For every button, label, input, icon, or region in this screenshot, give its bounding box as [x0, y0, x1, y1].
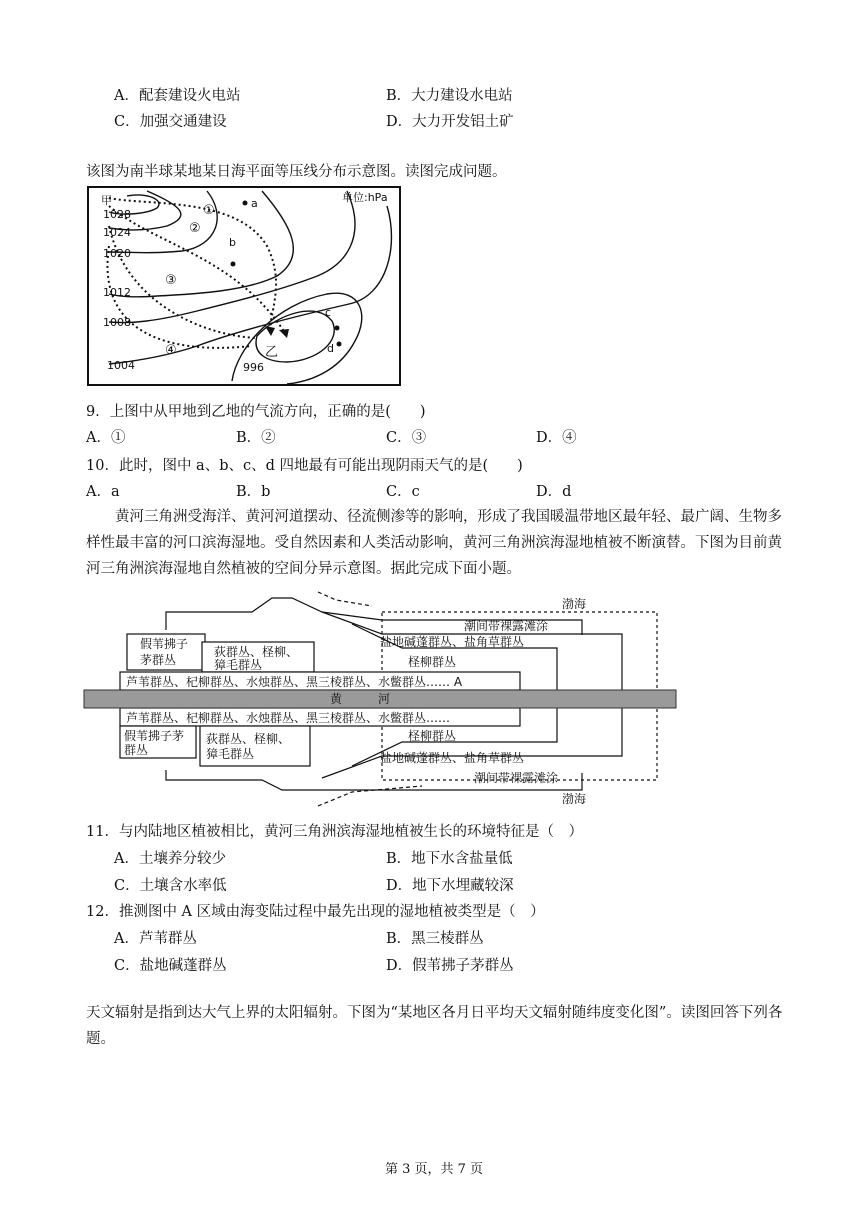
route-2: ② [189, 221, 201, 236]
tidal-flat-top: 潮间带裸露滩涂 [464, 619, 549, 633]
q11-option-b: B．地下水含盐量低 [386, 851, 513, 867]
question-10: 10．此时，图中 a、b、c、d 四地最有可能出现阴雨天气的是( ) [86, 458, 523, 474]
sea-label-bottom: 渤海 [562, 792, 587, 806]
q11-option-c: C．土壤含水率低 [114, 878, 227, 894]
route-3: ③ [165, 273, 177, 288]
reed-zone-bottom: 芦苇群丛、杞柳群丛、水烛群丛、黑三棱群丛、水鳖群丛…… [126, 711, 451, 725]
point-b: b [229, 236, 236, 249]
question-11: 11．与内陆地区植被相比，黄河三角洲滨海湿地植被生长的环境特征是（ ） [86, 824, 583, 840]
q9-option-c: C．③ [386, 430, 427, 446]
yellow-river-label: 黄 河 [330, 692, 391, 706]
question-12: 12．推测图中 A 区域由海变陆过程中最先出现的湿地植被类型是（ ） [86, 904, 545, 920]
imperata-top-line1: 假苇拂子 [140, 637, 189, 651]
point-d: d [327, 342, 334, 355]
reed-zone-top: 芦苇群丛、杞柳群丛、水烛群丛、黑三棱群丛、水鳖群丛…… A [126, 675, 463, 689]
passage-yellow-river-delta: 黄河三角洲受海洋、黄河河道摆动、径流侧渗等的影响，形成了我国暖温带地区最年轻、最广阔、生物多样性最丰富的河口滨海湿地。受自然因素和人类活动影响，黄河三角洲滨海湿地植被不断演替。下图为目前黄河三角洲滨海湿地自然植被的空间分异示意图。据此完成下面小题。 [86, 509, 782, 577]
imperata-top-line2: 茅群丛 [140, 653, 177, 667]
option-c: C．加强交通建设 [114, 114, 227, 130]
isobar-1028: 1028 [103, 208, 131, 221]
intro-radiation-figure: 天文辐射是指到达大气上界的太阳辐射。下图为“某地区各月日平均天文辐射随纬度变化图”。读图回答下列各题。 [86, 1005, 783, 1047]
triarrhena-bottom-line1: 荻群丛、柽柳、 [206, 732, 291, 746]
sea-label-top: 渤海 [562, 597, 587, 611]
isobar-1024: 1024 [103, 226, 131, 239]
isobar-996: 996 [243, 361, 264, 374]
question-9: 9．上图中从甲地到乙地的气流方向，正确的是( ) [86, 404, 426, 420]
q12-option-d: D．假苇拂子茅群丛 [386, 958, 514, 974]
isobar-map [87, 186, 401, 386]
q10-option-a: A．a [86, 484, 120, 500]
q10-option-d: D．d [536, 484, 572, 500]
q10-option-b: B．b [236, 484, 271, 500]
q12-option-a: A．芦苇群丛 [114, 931, 197, 947]
q9-option-d: D．④ [536, 430, 577, 446]
q12-option-b: B．黑三棱群丛 [386, 931, 484, 947]
q9-option-b: B．② [236, 430, 276, 446]
isobar-1008: 1008 [103, 316, 131, 329]
tamarisk-zone-top: 柽柳群丛 [408, 655, 457, 669]
intro-pressure-figure: 该图为南半球某地某日海平面等压线分布示意图。读图完成问题。 [86, 164, 507, 180]
page-footer: 第 3 页，共 7 页 [384, 1162, 484, 1177]
place-yi: 乙 [265, 345, 279, 360]
imperata-bottom-line1: 假苇拂子茅 [124, 729, 185, 743]
q9-option-a: A．① [86, 430, 126, 446]
route-4: ④ [165, 343, 177, 358]
suaeda-zone-top: 盐地碱蓬群丛、盐角草群丛 [380, 635, 525, 649]
suaeda-zone-bottom: 盐地碱蓬群丛、盐角草群丛 [380, 751, 525, 765]
q12-option-c: C．盐地碱蓬群丛 [114, 958, 227, 974]
option-d: D．大力开发铝土矿 [386, 114, 514, 130]
isobar-1020: 1020 [103, 247, 131, 260]
imperata-bottom-line2: 群丛 [124, 743, 149, 757]
option-b: B．大力建设水电站 [386, 88, 513, 104]
unit-label: 单位:hPa [342, 191, 388, 204]
point-a: a [251, 197, 258, 210]
triarrhena-top-line2: 獐毛群丛 [214, 658, 263, 672]
tidal-flat-bottom: 潮间带裸露滩涂 [474, 771, 559, 785]
option-a: A．配套建设火电站 [114, 88, 241, 104]
triarrhena-bottom-line2: 獐毛群丛 [206, 747, 255, 761]
q11-option-d: D．地下水埋藏较深 [386, 878, 514, 894]
q11-option-a: A．土壤养分较少 [114, 851, 226, 867]
place-jia: 甲 [101, 194, 112, 207]
route-1: ① [203, 203, 215, 218]
tamarisk-zone-bottom: 柽柳群丛 [408, 729, 457, 743]
q10-option-c: C．c [386, 484, 420, 500]
point-c: c [325, 306, 332, 319]
isobar-1004: 1004 [107, 359, 135, 372]
vegetation-zoning-diagram [82, 590, 682, 808]
isobar-1012: 1012 [103, 286, 131, 299]
triarrhena-top-line1: 荻群丛、柽柳、 [214, 645, 299, 659]
